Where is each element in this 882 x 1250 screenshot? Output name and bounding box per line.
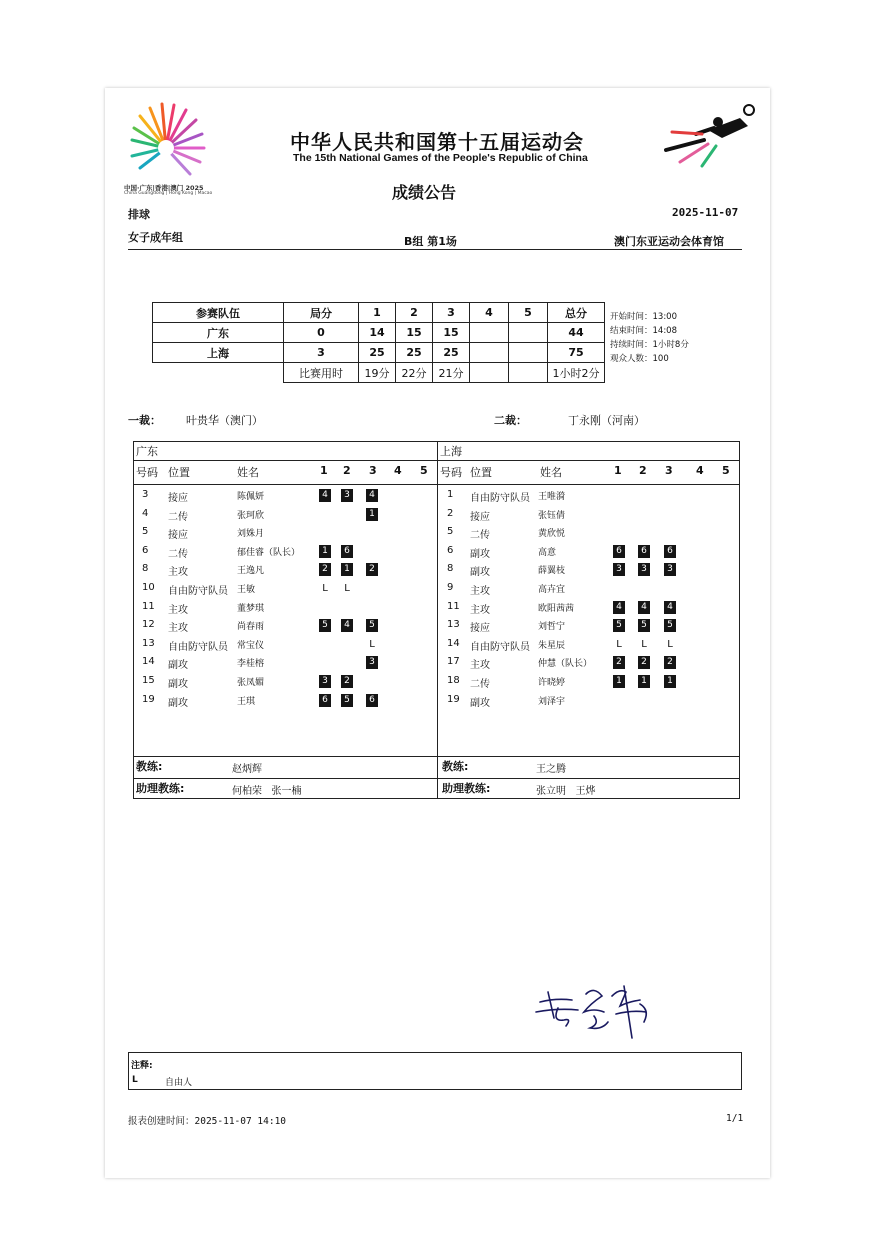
sport-label: 排球 — [128, 208, 150, 221]
player-number: 9 — [447, 582, 454, 593]
set-duration: 19分 — [359, 363, 396, 383]
player-name: 王唯漪 — [538, 492, 566, 502]
set-score: 25 — [396, 343, 433, 363]
player-name: 高意 — [538, 547, 557, 558]
rotation-marker: 5 — [341, 694, 353, 707]
player-position: 二传 — [168, 511, 188, 523]
team-name: 上海 — [153, 343, 284, 363]
total-duration: 1小时2分 — [548, 363, 605, 383]
team-sets-won: 0 — [284, 323, 359, 343]
rotation-marker: 3 — [613, 563, 625, 576]
team-name: 广东 — [153, 323, 284, 343]
header-set-3: 3 — [433, 303, 470, 323]
player-row — [438, 506, 738, 524]
player-name: 张凤媚 — [237, 678, 265, 688]
coach-label: 教练: — [442, 760, 469, 773]
col-set-4: 4 — [394, 464, 402, 477]
libero-marker: L — [369, 638, 375, 650]
notes-box — [128, 1052, 742, 1090]
games-title-en: The 15th National Games of the People's Republic of China — [293, 152, 588, 164]
rotation-marker: 6 — [664, 545, 676, 558]
libero-marker: L — [641, 638, 647, 650]
rotation-marker: 3 — [664, 563, 676, 576]
player-name: 刘哲宁 — [538, 622, 566, 633]
player-number: 2 — [447, 507, 454, 519]
rotation-marker: 2 — [366, 563, 378, 576]
player-position: 副攻 — [470, 567, 490, 579]
set-score: 25 — [433, 343, 470, 363]
player-name: 薛翼枝 — [538, 566, 566, 577]
player-name: 欧阳茜茜 — [538, 603, 575, 614]
player-position: 接应 — [168, 493, 188, 504]
roster-guangdong — [133, 441, 438, 799]
player-number: 5 — [447, 526, 454, 538]
rotation-marker: 4 — [319, 489, 331, 502]
match-date: 2025-11-07 — [672, 206, 739, 219]
col-set-2: 2 — [343, 464, 351, 477]
player-number: 1 — [447, 489, 454, 500]
player-name: 王敏 — [237, 585, 256, 595]
logo-subtext: China Guangdong | Hong Kong | Macao — [124, 191, 213, 196]
player-name: 刘泽宇 — [538, 696, 566, 707]
col-number: 号码 — [440, 466, 462, 479]
player-position: 二传 — [470, 679, 490, 690]
player-row — [134, 617, 434, 635]
set-score: 14 — [359, 323, 396, 343]
player-name: 张珂欣 — [237, 510, 265, 521]
player-position: 副攻 — [168, 697, 188, 709]
set-duration — [470, 363, 509, 383]
rotation-marker: 6 — [613, 545, 625, 558]
rotation-marker: 1 — [341, 563, 353, 576]
rotation-marker: 6 — [341, 545, 353, 558]
player-name: 朱星辰 — [538, 640, 566, 651]
player-number: 15 — [142, 675, 155, 686]
player-position: 副攻 — [470, 697, 490, 709]
libero-marker: L — [616, 638, 622, 650]
player-number: 11 — [447, 600, 460, 612]
set-score — [470, 323, 509, 343]
player-number: 19 — [447, 693, 460, 705]
rotation-marker: 4 — [366, 489, 378, 502]
player-name: 王琪 — [237, 696, 256, 707]
player-number: 13 — [447, 619, 460, 631]
player-number: 11 — [142, 600, 155, 612]
rotation-marker: 2 — [613, 656, 625, 669]
player-name: 陈佩妍 — [237, 492, 265, 502]
player-number: 6 — [447, 544, 454, 556]
player-name: 刘姝月 — [237, 529, 265, 540]
header-set-4: 4 — [470, 303, 509, 323]
header-total: 总分 — [548, 303, 605, 323]
assistant-coach-label: 助理教练: — [442, 782, 491, 795]
duration-time: 持续时间：1小时8分 — [610, 340, 689, 350]
category-label: 女子成年组 — [128, 231, 183, 244]
player-position: 副攻 — [168, 660, 188, 672]
spectators: 观众人数：100 — [610, 354, 669, 364]
rotation-marker: 6 — [638, 545, 650, 558]
match-label: B组 第1场 — [404, 235, 457, 248]
player-row — [134, 524, 434, 542]
player-position: 接应 — [168, 530, 188, 542]
rotation-marker: 5 — [664, 619, 676, 632]
report-created-time: 报表创建时间：2025-11-07 14:10 — [128, 1116, 287, 1127]
player-row — [438, 673, 738, 691]
official-signature — [528, 978, 668, 1042]
player-row — [134, 487, 434, 505]
player-position: 自由防守队员 — [168, 586, 228, 597]
player-number: 8 — [142, 563, 149, 575]
rotation-marker: 2 — [664, 656, 676, 669]
results-notice-title: 成绩公告 — [392, 183, 457, 202]
col-set-3: 3 — [369, 464, 377, 477]
player-row — [438, 561, 738, 579]
libero-marker: L — [344, 583, 350, 594]
player-position: 自由防守队员 — [470, 493, 530, 504]
rotation-marker: 6 — [319, 694, 331, 707]
player-name: 李桂榕 — [237, 659, 265, 670]
rotation-marker: 1 — [638, 675, 650, 688]
player-row — [438, 543, 738, 561]
rotation-marker: 1 — [366, 508, 378, 521]
player-row — [438, 487, 738, 505]
player-number: 10 — [142, 582, 155, 593]
player-number: 5 — [142, 526, 149, 538]
libero-symbol: L — [132, 1075, 138, 1085]
end-time: 结束时间：14:08 — [610, 326, 677, 336]
player-position: 主攻 — [470, 586, 490, 597]
player-position: 二传 — [168, 548, 188, 560]
rotation-marker: 1 — [664, 675, 676, 688]
col-set-1: 1 — [614, 464, 622, 477]
player-name: 郁佳睿（队长） — [237, 547, 301, 558]
venue-label: 澳门东亚运动会体育馆 — [614, 235, 724, 248]
assistant-coaches: 何柏荣 张一楠 — [232, 786, 302, 797]
rotation-marker: 2 — [341, 675, 353, 688]
player-position: 主攻 — [168, 567, 188, 579]
player-number: 4 — [142, 507, 149, 519]
player-name: 仲慧（队长） — [538, 659, 593, 670]
player-name: 常宝仪 — [237, 640, 265, 651]
col-name: 姓名 — [540, 466, 562, 479]
player-name: 尚春雨 — [237, 622, 265, 633]
player-position: 二传 — [470, 530, 490, 542]
player-position: 接应 — [470, 623, 490, 635]
player-number: 8 — [447, 563, 454, 575]
col-set-4: 4 — [696, 464, 704, 477]
roster-shanghai — [437, 441, 740, 799]
header-team: 参赛队伍 — [153, 303, 284, 323]
col-set-3: 3 — [665, 464, 673, 477]
team-name: 上海 — [440, 445, 462, 458]
player-row — [134, 506, 434, 524]
set-score: 25 — [359, 343, 396, 363]
player-name: 王逸凡 — [237, 566, 265, 577]
set-duration: 22分 — [396, 363, 433, 383]
rotation-marker: 3 — [638, 563, 650, 576]
rotation-marker: 4 — [341, 619, 353, 632]
player-row — [438, 654, 738, 672]
player-position: 主攻 — [168, 623, 188, 635]
total-score: 44 — [548, 323, 605, 343]
start-time: 开始时间：13:00 — [610, 312, 677, 322]
rotation-marker: 5 — [366, 619, 378, 632]
player-number: 14 — [142, 656, 155, 668]
player-position: 自由防守队员 — [168, 641, 228, 653]
col-number: 号码 — [136, 466, 158, 479]
player-position: 主攻 — [470, 660, 490, 672]
col-position: 位置 — [168, 466, 190, 479]
player-row — [134, 692, 434, 710]
set-score: 15 — [433, 323, 470, 343]
second-referee: 丁永刚（河南） — [568, 414, 645, 427]
rotation-marker: 5 — [319, 619, 331, 632]
page-number: 1/1 — [726, 1113, 744, 1124]
duration-label: 比赛用时 — [284, 363, 359, 383]
player-row — [134, 673, 434, 691]
set-duration: 21分 — [433, 363, 470, 383]
col-set-5: 5 — [420, 464, 428, 477]
player-number: 17 — [447, 656, 460, 668]
rotation-marker: 3 — [341, 489, 353, 502]
assistant-coach-label: 助理教练: — [136, 782, 185, 795]
scoreboard-table — [152, 302, 605, 383]
player-position: 副攻 — [168, 679, 188, 690]
rotation-marker: 5 — [613, 619, 625, 632]
header-set-1: 1 — [359, 303, 396, 323]
coach-name: 赵炳辉 — [232, 764, 262, 775]
col-position: 位置 — [470, 466, 492, 479]
notes-label: 注释: — [131, 1061, 153, 1071]
set-score: 15 — [396, 323, 433, 343]
player-number: 13 — [142, 637, 155, 649]
header-set-5: 5 — [509, 303, 548, 323]
header-set-2: 2 — [396, 303, 433, 323]
player-name: 黄欣悦 — [538, 529, 566, 540]
coach-name: 王之腾 — [536, 764, 566, 775]
rotation-marker: 4 — [638, 601, 650, 614]
games-logo — [120, 96, 212, 182]
player-row — [438, 524, 738, 542]
player-number: 6 — [142, 544, 149, 556]
player-row — [438, 580, 738, 598]
player-name: 高卉宜 — [538, 585, 566, 595]
player-row — [438, 636, 738, 654]
player-row — [134, 599, 434, 617]
player-name: 董梦琪 — [237, 603, 265, 614]
player-row — [438, 599, 738, 617]
player-name: 许晓婷 — [538, 678, 566, 688]
total-score: 75 — [548, 343, 605, 363]
second-referee-label: 二裁： — [494, 414, 527, 427]
player-row — [438, 692, 738, 710]
first-referee-label: 一裁： — [128, 414, 161, 427]
player-number: 19 — [142, 693, 155, 705]
player-position: 主攻 — [470, 604, 490, 616]
header-sets: 局分 — [284, 303, 359, 323]
first-referee: 叶贵华（澳门） — [186, 414, 263, 427]
player-number: 14 — [447, 637, 460, 649]
libero-marker: L — [667, 638, 673, 650]
col-set-5: 5 — [722, 464, 730, 477]
team-name: 广东 — [136, 445, 158, 458]
col-set-2: 2 — [639, 464, 647, 477]
player-row — [134, 561, 434, 579]
header-rule — [128, 249, 742, 250]
player-row — [134, 636, 434, 654]
set-score — [509, 343, 548, 363]
rotation-marker: 2 — [638, 656, 650, 669]
rotation-marker: 3 — [319, 675, 331, 688]
player-row — [134, 654, 434, 672]
player-position: 接应 — [470, 511, 490, 523]
rotation-marker: 2 — [319, 563, 331, 576]
assistant-coaches: 张立明 王烨 — [536, 786, 596, 797]
player-number: 12 — [142, 619, 155, 631]
team-sets-won: 3 — [284, 343, 359, 363]
volleyball-pictogram-icon — [636, 100, 762, 180]
player-row — [134, 543, 434, 561]
player-row — [438, 617, 738, 635]
libero-marker: L — [322, 583, 328, 594]
scoreboard-row-team1 — [153, 323, 605, 343]
set-duration — [509, 363, 548, 383]
rotation-marker: 5 — [638, 619, 650, 632]
coach-label: 教练: — [136, 760, 163, 773]
scoreboard-duration-row — [153, 363, 605, 383]
scoreboard-header-row — [153, 303, 605, 323]
player-position: 副攻 — [470, 548, 490, 560]
col-set-1: 1 — [320, 464, 328, 477]
games-title: 中华人民共和国第十五届运动会 — [290, 130, 584, 154]
rotation-marker: 6 — [366, 694, 378, 707]
libero-legend-text: 自由人 — [165, 1078, 193, 1088]
player-name: 张钰倩 — [538, 510, 566, 521]
rotation-marker: 3 — [366, 656, 378, 669]
col-name: 姓名 — [237, 466, 259, 479]
match-info — [610, 310, 689, 366]
set-score — [470, 343, 509, 363]
scoreboard-row-team2 — [153, 343, 605, 363]
logo-text: 中国·广东|香港|澳门 2025 — [124, 184, 204, 192]
rotation-marker: 1 — [613, 675, 625, 688]
rotation-marker: 1 — [319, 545, 331, 558]
player-number: 18 — [447, 675, 460, 686]
player-row — [134, 580, 434, 598]
set-score — [509, 323, 548, 343]
player-number: 3 — [142, 489, 149, 500]
player-position: 自由防守队员 — [470, 641, 530, 653]
rotation-marker: 4 — [664, 601, 676, 614]
player-position: 主攻 — [168, 604, 188, 616]
rotation-marker: 4 — [613, 601, 625, 614]
